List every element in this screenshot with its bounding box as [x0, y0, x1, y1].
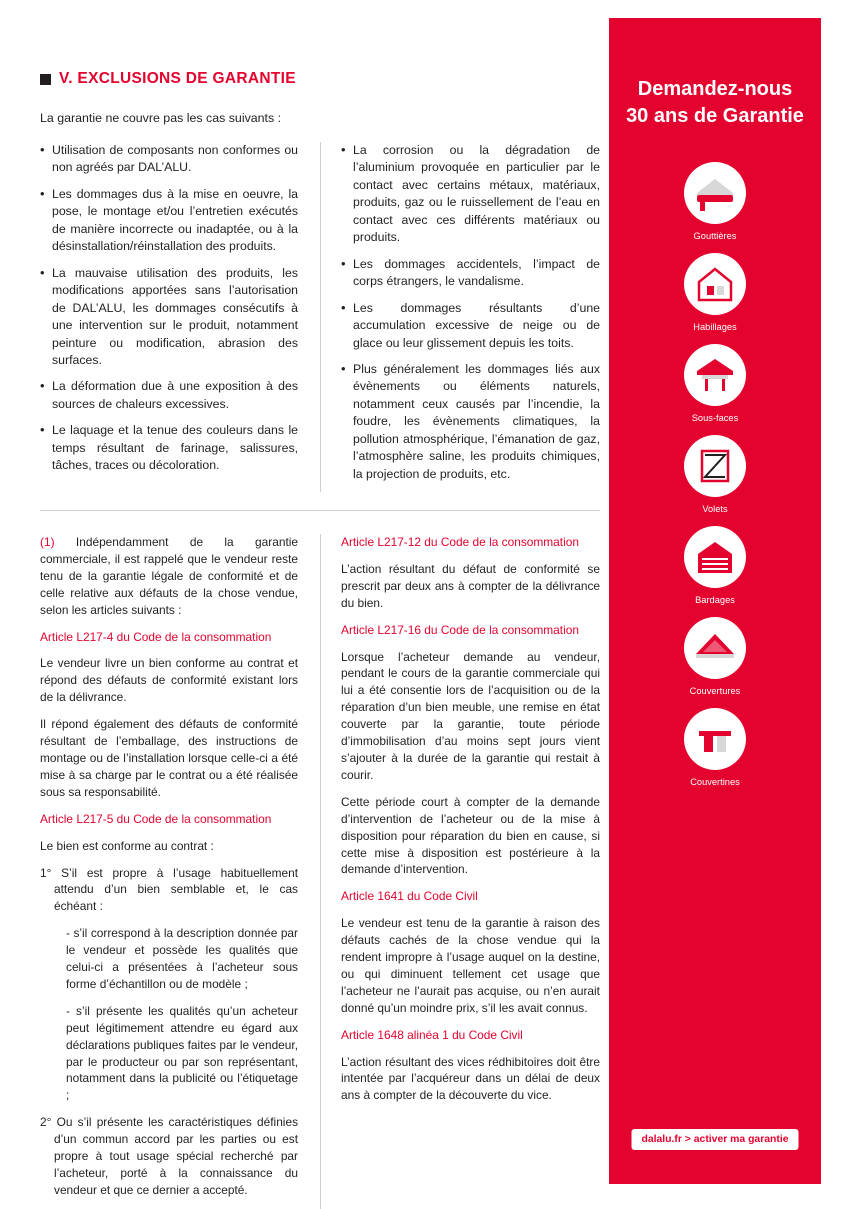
exclusions-columns	[40, 142, 600, 492]
legal-right-column	[320, 534, 600, 1209]
product-item-bardages	[684, 526, 746, 605]
coping-icon	[684, 708, 746, 770]
article-l217-12-title: Article L217-12 du Code de la consommation	[341, 535, 579, 549]
exclusions-right-list	[341, 142, 600, 483]
product-item-sous-faces	[684, 344, 746, 423]
article-l217-4-p1: Le vendeur livre un bien conforme au contrat et répond des défauts de conformité existant lors de la délivrance.	[40, 656, 299, 705]
exclusions-right-column	[320, 142, 600, 492]
list-item-text: La déformation due à une exposition à des sources de chaleurs excessives.	[52, 379, 299, 411]
product-label: Couvertures	[689, 686, 741, 696]
list-item-text: La corrosion ou la dégradation de l’aluminium provoquée en particulier par le contact avec certains métaux, matériaux, produits, gaz ou le ruissellement de l’eau en contact avec ces différents matériaux ou produits.	[353, 142, 600, 245]
footnote-marker: (1)	[40, 535, 55, 549]
list-item	[40, 378, 298, 413]
promo-heading	[609, 18, 821, 130]
activate-warranty-button[interactable]: dalalu.fr > activer ma garantie	[632, 1129, 799, 1150]
horizontal-divider	[40, 510, 600, 511]
siding-icon	[684, 526, 746, 588]
article-l217-5-item-2: 2° Ou s’il présente les caractéristiques définies d’un commun accord par les parties ou est propre à tout usage spécial recherché par l’acheteur, porté à la connaissance du vendeur et que ce dernier a accepté.	[40, 1115, 299, 1197]
section-lead: La garantie ne couvre pas les cas suivants :	[40, 111, 282, 125]
exclusions-left-column	[40, 142, 298, 492]
article-l217-16-title: Article L217-16 du Code de la consommation	[341, 622, 579, 637]
product-item-habillages	[684, 253, 746, 332]
list-item-text: Utilisation de composants non conformes ou non agréés par DAL’ALU.	[52, 142, 299, 175]
article-l217-5-sub-1: - s’il correspond à la description donnée par le vendeur et possède les qualités que celui-ci a présentées à l’acheteur sous forme d’échantillon ou de modèle ;	[66, 926, 299, 991]
product-label: Habillages	[693, 322, 737, 332]
list-item-text: La mauvaise utilisation des produits, les modifications apportées sans l’autorisation de DAL’ALU, les dommages consécutifs à une intervention sur le produit, notamment peinture ou modification, abrasion des surfaces.	[52, 265, 299, 367]
list-item	[341, 361, 600, 483]
product-label: Sous-faces	[691, 413, 739, 423]
page-title: V. EXCLUSIONS DE GARANTIE	[59, 70, 296, 87]
bullet-square-icon	[40, 74, 51, 85]
cladding-icon	[684, 253, 746, 315]
product-label: Couvertines	[690, 777, 740, 787]
article-l217-4-p2: Il répond également des défauts de conformité résultant de l’emballage, des instructions de montage ou de l’installation lorsque celle-ci a été mise à sa charge par le contrat ou a été réalisée sous sa responsabilité.	[40, 717, 299, 799]
article-l217-5-item-1: 1° S’il est propre à l’usage habituellement attendu d’un bien semblable et, le cas échéant :	[40, 865, 299, 914]
legal-intro-text: Indépendamment de la garantie commerciale, il est rappelé que le vendeur reste tenu de la garantie légale de conformité et de celle relative aux défauts de la chose vendue, selon les articles suivants :	[40, 535, 299, 617]
legal-intro	[40, 534, 298, 619]
list-item-text: Les dommages dus à la mise en oeuvre, la pose, le montage et/ou l’entretien exécutés de manière incorrecte ou inadaptée, ou à la désinstallation/réinstallation des produits.	[52, 186, 299, 254]
product-item-gouttieres	[684, 162, 746, 241]
article-l217-4-title: Article L217-4 du Code de la consommation	[40, 629, 272, 644]
list-item	[40, 186, 298, 256]
list-item	[341, 300, 600, 352]
promo-heading-line1: Demandez-nous	[637, 78, 793, 100]
article-l217-5-sub-2: - s’il présente les qualités qu’un acheteur peut légitimement attendre eu égard aux déclarations publiques faites par le vendeur, par le producteur ou par son représentant, notamment dans la publicité ou l’étiquetage ;	[66, 1003, 299, 1103]
exclusions-left-list	[40, 142, 298, 475]
article-l217-5-title: Article L217-5 du Code de la consommation	[40, 811, 272, 826]
article-1641-p1: Le vendeur est tenu de la garantie à raison des défauts cachés de la chose vendue qui la rendent impropre à l’usage auquel on la destine, ou qui diminuent tellement cet usage que l’acheteur ne l’aurait pas acquise, ou n’en aurait donné qu’un moindre prix, s’il les avait connus.	[341, 916, 600, 1015]
article-l217-12-p1: L’action résultant du défaut de conformité se prescrit par deux ans à compter de la délivrance du bien.	[341, 561, 600, 610]
gutter-icon	[684, 162, 746, 224]
promo-panel	[609, 18, 821, 1184]
product-label: Volets	[702, 504, 728, 514]
article-1648-title: Article 1648 alinéa 1 du Code Civil	[341, 1027, 523, 1042]
soffit-icon	[684, 344, 746, 406]
roofing-icon	[684, 617, 746, 679]
article-l217-16-p2: Cette période court à compter de la demande d’intervention de l’acheteur ou de la mise à disposition pour réparation du bien en cause, si cette mise à disposition est postérieure à la demande d’intervention.	[341, 794, 600, 877]
legal-section	[40, 534, 600, 1209]
list-item-text: Les dommages accidentels, l’impact de corps étrangers, le vandalisme.	[353, 256, 600, 289]
list-item	[341, 256, 600, 291]
list-item	[341, 142, 600, 247]
product-label: Bardages	[695, 595, 735, 605]
product-icon-list	[609, 162, 821, 787]
list-item	[40, 142, 298, 177]
list-item-text: Les dommages résultants d’une accumulation excessive de neige ou de glace ou leur glissement depuis les toits.	[353, 300, 600, 350]
promo-heading-line2: 30 ans de Garantie	[626, 105, 804, 127]
product-item-volets	[684, 435, 746, 514]
exclusions-section	[40, 70, 600, 492]
legal-left-column	[40, 534, 298, 1209]
list-item-text: Le laquage et la tenue des couleurs dans le temps résultant de farinage, salissures, tâches, traces ou décoloration.	[52, 423, 299, 473]
list-item-text: Plus généralement les dommages liés aux évènements ou éléments naturels, notamment ceux causés par l’incendie, la foudre, les évènements climatiques, la pollution atmosphérique, l’émanation de gaz, l’atmosphère saline, les produits chimiques, la projection de produits, etc.	[353, 361, 600, 481]
article-1648-p1: L’action résultant des vices rédhibitoires doit être intentée par l’acquéreur dans un délai de deux ans à compter de la découverte du vice.	[341, 1054, 600, 1103]
article-l217-16-p1: Lorsque l’acheteur demande au vendeur, pendant le cours de la garantie commerciale qui lui a été consentie lors de l’acquisition ou de la réparation d’un bien meuble, une remise en état couverte par la garantie, toute période d’immobilisation d’au moins sept jours vient s’ajouter à la durée de la garantie qui restait à courir.	[341, 649, 600, 782]
product-item-couvertines	[684, 708, 746, 787]
shutter-icon	[684, 435, 746, 497]
list-item	[40, 422, 298, 474]
article-l217-5-p1: Le bien est conforme au contrat :	[40, 838, 214, 853]
product-label: Gouttières	[693, 231, 737, 241]
article-1641-title: Article 1641 du Code Civil	[341, 889, 478, 904]
section-title-row	[40, 70, 600, 88]
list-item	[40, 265, 298, 370]
product-item-couvertures	[684, 617, 746, 696]
